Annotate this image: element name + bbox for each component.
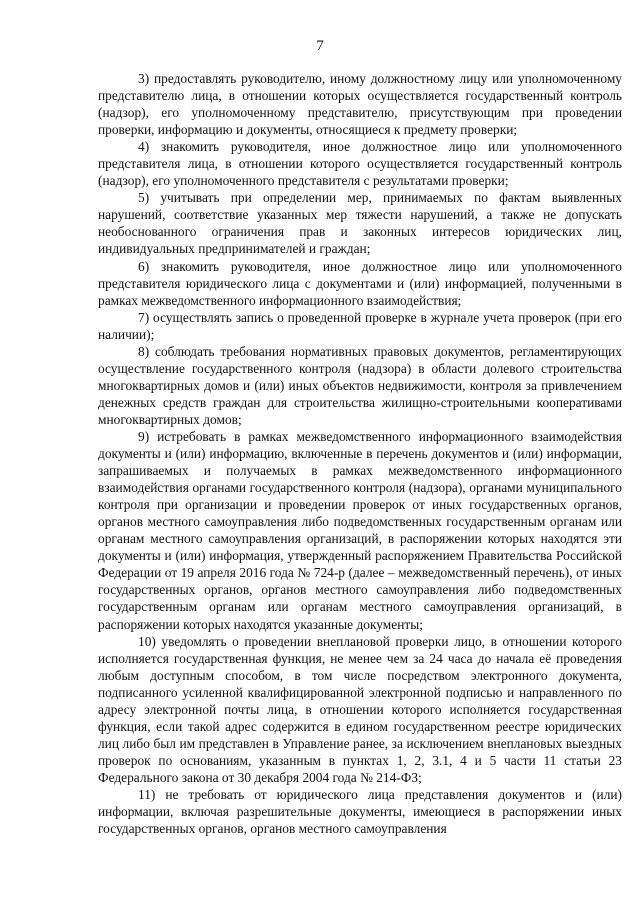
paragraph-item-5: 5) учитывать при определении мер, принимаемых по фактам выявленных нарушений, соответствие указанных мер тяжести нарушений, а также не допускать необоснованного ограничения прав и законных интересов юридических лиц, индивидуальных предпринимателей и граждан; bbox=[98, 190, 622, 257]
paragraph-item-11: 11) не требовать от юридического лица представления документов и (или) информации, включая разрешительные документы, имеющиеся в распоряжении иных государственных органов, органов местного самоуправления bbox=[98, 786, 622, 837]
paragraph-item-10: 10) уведомлять о проведении внеплановой проверки лицо, в отношении которого исполняется государственная функция, не менее чем за 24 часа до начала её проведения любым доступным способом, в том числе посредством электронного документа, подписанного усиленной квалифицированной электронной подписью и направленного по адресу электронной почты лица, в отношении которого исполняется государственная функция, если такой адрес содержится в едином государственном реестре юридических лиц либо был им представлен в Управление ранее, за исключением внеплановых выездных проверок по основаниям, указанным в пунктах 1, 2, 3.1, 4 и 5 части 11 статьи 23 Федерального закона от 30 декабря 2004 года № 214-ФЗ; bbox=[98, 633, 622, 785]
paragraph-item-8: 8) соблюдать требования нормативных правовых документов, регламентирующих осуществление государственного контроля (надзора) в области долевого строительства многоквартирных домов и (или) иных объектов недвижимости, контроля за привлечением денежных средств граждан для строительства жилищно-строительными кооперативами многоквартирных домов; bbox=[98, 343, 622, 427]
paragraph-item-6: 6) знакомить руководителя, иное должностное лицо или уполномоченного представителя юридического лица с документами и (или) информацией, полученными в рамках межведомственного информационного взаимодействия; bbox=[98, 258, 622, 308]
paragraph-item-3: 3) предоставлять руководителю, иному должностному лицу или уполномоченному представителю лица, в отношении которых осуществляется государственный контроль (надзор), его уполномоченному представителю, присутствующим при проведении проверки, информацию и документы, относящиеся к предмету проверки; bbox=[98, 71, 622, 138]
body-text bbox=[98, 70, 622, 837]
paragraph-item-4: 4) знакомить руководителя, иное должностное лицо или уполномоченного представителя лица, в отношении которого осуществляется государственный контроль (надзор), его уполномоченного представителя с результатами проверки; bbox=[98, 139, 622, 189]
page-number: 7 bbox=[316, 38, 324, 54]
paragraph-item-9: 9) истребовать в рамках межведомственного информационного взаимодействия документы и (или) информацию, включенные в перечень документов и (или) информации, запрашиваемых и получаемых в рамках межведомственного информационного взаимодействия органами государственного контроля (надзора), органами муниципального контроля при организации и проведении проверок от иных государственных органов, органов местного самоуправления либо подведомственных государственным органам или органам местного самоуправления организаций, в распоряжении которых находятся эти документы и (или) информация, утвержденный распоряжением Правительства Российской Федерации от 19 апреля 2016 года № 724-р (далее – межведомственный перечень), от иных государственных органов, органов местного самоуправления либо подведомственных государственным органам или органам местного самоуправления организаций, в распоряжении которых находятся указанные документы; bbox=[98, 428, 622, 632]
paragraph-item-7: 7) осуществлять запись о проведенной проверке в журнале учета проверок (при его наличии); bbox=[98, 309, 622, 342]
